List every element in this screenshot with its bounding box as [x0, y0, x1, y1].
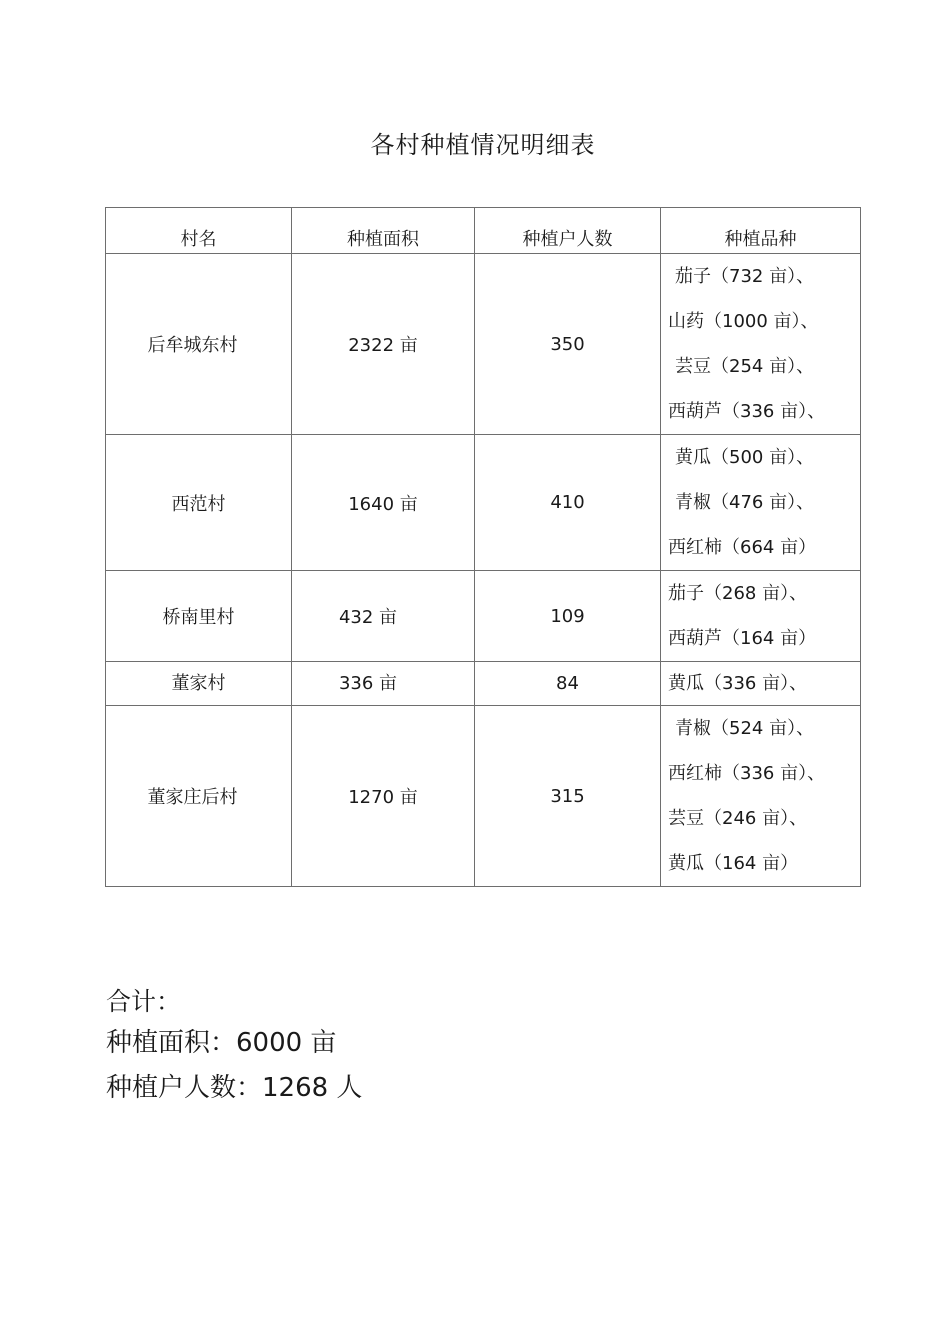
- variety-list: [661, 571, 861, 662]
- table-header-row: [106, 208, 861, 254]
- header-households: 种植户人数: [475, 208, 661, 254]
- variety-item: 青椒（476 亩）、: [675, 492, 815, 513]
- variety-list: [661, 662, 861, 706]
- planting-area: 1270 亩: [292, 706, 475, 887]
- variety-list: [661, 435, 861, 571]
- variety-list: [661, 706, 861, 887]
- variety-item: 芸豆（246 亩）、: [668, 808, 808, 829]
- variety-item: 西红柿（664 亩）: [668, 537, 817, 558]
- summary-label: 合计：: [106, 987, 182, 1016]
- variety-item: 西葫芦（336 亩）、: [668, 401, 826, 422]
- planting-area: 336 亩: [292, 662, 475, 706]
- variety-list: [661, 254, 861, 435]
- variety-item: 茄子（732 亩）、: [675, 266, 815, 287]
- variety-item: 黄瓜（336 亩）、: [668, 672, 808, 694]
- household-count: 315: [475, 706, 661, 887]
- table-row: [106, 254, 861, 435]
- variety-item: 山药（1000 亩）、: [668, 311, 819, 332]
- planting-area: 1640 亩: [292, 435, 475, 571]
- variety-item: 芸豆（254 亩）、: [675, 356, 815, 377]
- planting-detail-table: [105, 207, 861, 887]
- variety-item: 西葫芦（164 亩）: [668, 628, 817, 649]
- table-row: [106, 662, 861, 706]
- village-name: 后牟城东村: [106, 254, 292, 435]
- household-count: 84: [475, 662, 661, 706]
- village-name: 桥南里村: [106, 571, 292, 662]
- header-village: 村名: [106, 208, 292, 254]
- village-name: 董家庄后村: [106, 706, 292, 887]
- village-name: 西范村: [106, 435, 292, 571]
- variety-item: 黄瓜（500 亩）、: [675, 447, 815, 468]
- header-area: 种植面积: [292, 208, 475, 254]
- variety-item: 西红柿（336 亩）、: [668, 763, 826, 784]
- household-count: 350: [475, 254, 661, 435]
- table-row: [106, 571, 861, 662]
- page-title: 各村种植情况明细表: [370, 131, 596, 159]
- summary-total-households: 种植户人数：1268 人: [106, 1073, 363, 1103]
- table-row: [106, 435, 861, 571]
- planting-area: 432 亩: [292, 571, 475, 662]
- village-name: 董家村: [106, 662, 292, 706]
- header-varieties: 种植品种: [661, 208, 861, 254]
- planting-area: 2322 亩: [292, 254, 475, 435]
- variety-item: 青椒（524 亩）、: [675, 718, 815, 739]
- variety-item: 黄瓜（164 亩）: [668, 853, 799, 874]
- household-count: 410: [475, 435, 661, 571]
- variety-item: 茄子（268 亩）、: [668, 583, 808, 604]
- summary-total-area: 种植面积：6000 亩: [106, 1028, 337, 1058]
- table-row: [106, 706, 861, 887]
- household-count: 109: [475, 571, 661, 662]
